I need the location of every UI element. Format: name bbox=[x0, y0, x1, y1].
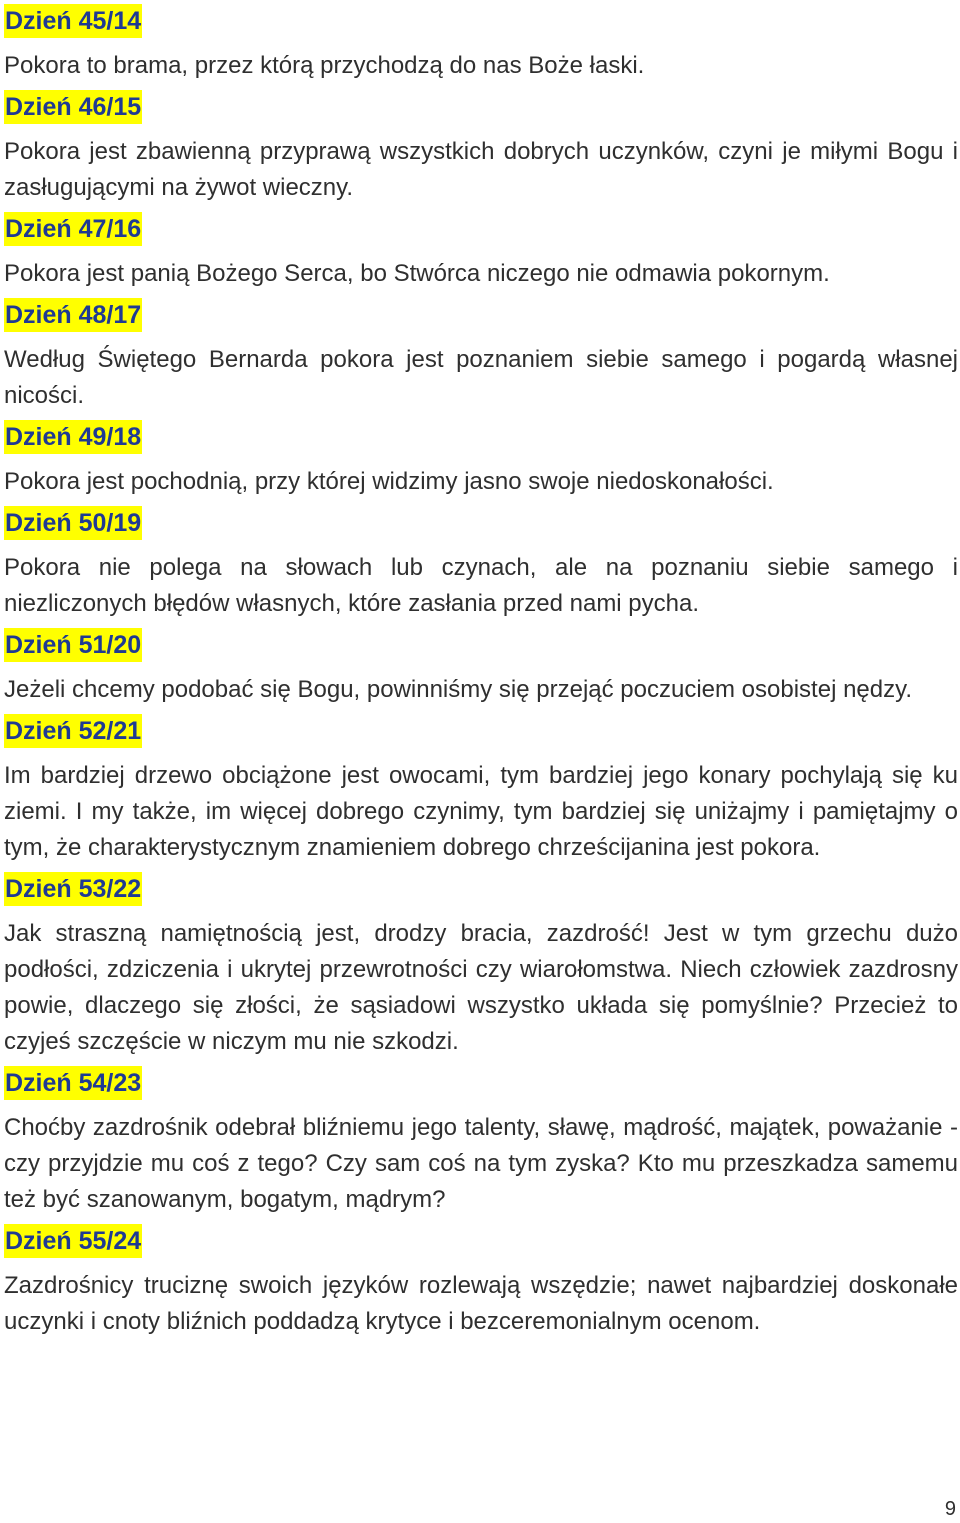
day-text: Pokora jest panią Bożego Serca, bo Stwórca niczego nie odmawia pokornym. bbox=[4, 260, 830, 287]
day-text: Choćby zazdrośnik odebrał bliźniemu jego talenty, sławę, mądrość, majątek, poważanie - czy przyjdzie mu coś z tego? Czy sam coś na tym zyska? Kto mu przeszkadza samemu też być szanowanym, bogatym, mądrym? bbox=[4, 1114, 958, 1213]
entry-day-49 bbox=[4, 420, 958, 500]
day-heading: Dzień 48/17 bbox=[4, 298, 142, 332]
day-heading: Dzień 47/16 bbox=[4, 212, 142, 246]
day-heading: Dzień 46/15 bbox=[4, 90, 142, 124]
entry-day-45 bbox=[4, 4, 958, 84]
entry-day-50 bbox=[4, 506, 958, 622]
entry-day-55 bbox=[4, 1224, 958, 1340]
day-heading: Dzień 49/18 bbox=[4, 420, 142, 454]
day-heading: Dzień 53/22 bbox=[4, 872, 142, 906]
day-heading: Dzień 51/20 bbox=[4, 628, 142, 662]
entry-day-52 bbox=[4, 714, 958, 866]
entry-day-46 bbox=[4, 90, 958, 206]
entry-day-53 bbox=[4, 872, 958, 1060]
day-text: Według Świętego Bernarda pokora jest poznaniem siebie samego i pogardą własnej nicości. bbox=[4, 346, 958, 409]
day-text: Pokora jest pochodnią, przy której widzimy jasno swoje niedoskonałości. bbox=[4, 468, 774, 495]
day-text: Im bardziej drzewo obciążone jest owocami, tym bardziej jego konary pochylają się ku ziemi. I my także, im więcej dobrego czynimy, tym bardziej się uniżajmy i pamiętajmy o tym, że charakterystycznym znamieniem dobrego chrześcijanina jest pokora. bbox=[4, 762, 958, 861]
entry-day-54 bbox=[4, 1066, 958, 1218]
day-heading: Dzień 50/19 bbox=[4, 506, 142, 540]
day-text: Zazdrośnicy truciznę swoich języków rozlewają wszędzie; nawet najbardziej doskonałe uczynki i cnoty bliźnich poddadzą krytyce i bezceremonialnym ocenom. bbox=[4, 1272, 958, 1335]
day-heading: Dzień 54/23 bbox=[4, 1066, 142, 1100]
entry-day-51 bbox=[4, 628, 958, 708]
document-page bbox=[4, 4, 958, 1346]
day-text: Pokora nie polega na słowach lub czynach, ale na poznaniu siebie samego i niezliczonych błędów własnych, które zasłania przed nami pycha. bbox=[4, 554, 958, 617]
day-text: Pokora jest zbawienną przyprawą wszystkich dobrych uczynków, czyni je miłymi Bogu i zasługującymi na żywot wieczny. bbox=[4, 138, 958, 201]
entry-day-47 bbox=[4, 212, 958, 292]
page-number: 9 bbox=[944, 1498, 956, 1520]
day-text: Pokora to brama, przez którą przychodzą do nas Boże łaski. bbox=[4, 52, 645, 79]
day-heading: Dzień 55/24 bbox=[4, 1224, 142, 1258]
day-heading: Dzień 45/14 bbox=[4, 4, 142, 38]
day-text: Jeżeli chcemy podobać się Bogu, powinniśmy się przejąć poczuciem osobistej nędzy. bbox=[4, 676, 913, 703]
day-text: Jak straszną namiętnością jest, drodzy bracia, zazdrość! Jest w tym grzechu dużo podłości, zdziczenia i ukrytej przewrotności czy wiarołomstwa. Niech człowiek zazdrosny powie, dlaczego się złości, że sąsiadowi wszystko układa się pomyślnie? Przecież to czyjeś szczęście w niczym mu nie szkodzi. bbox=[4, 920, 958, 1055]
day-heading: Dzień 52/21 bbox=[4, 714, 142, 748]
entry-day-48 bbox=[4, 298, 958, 414]
